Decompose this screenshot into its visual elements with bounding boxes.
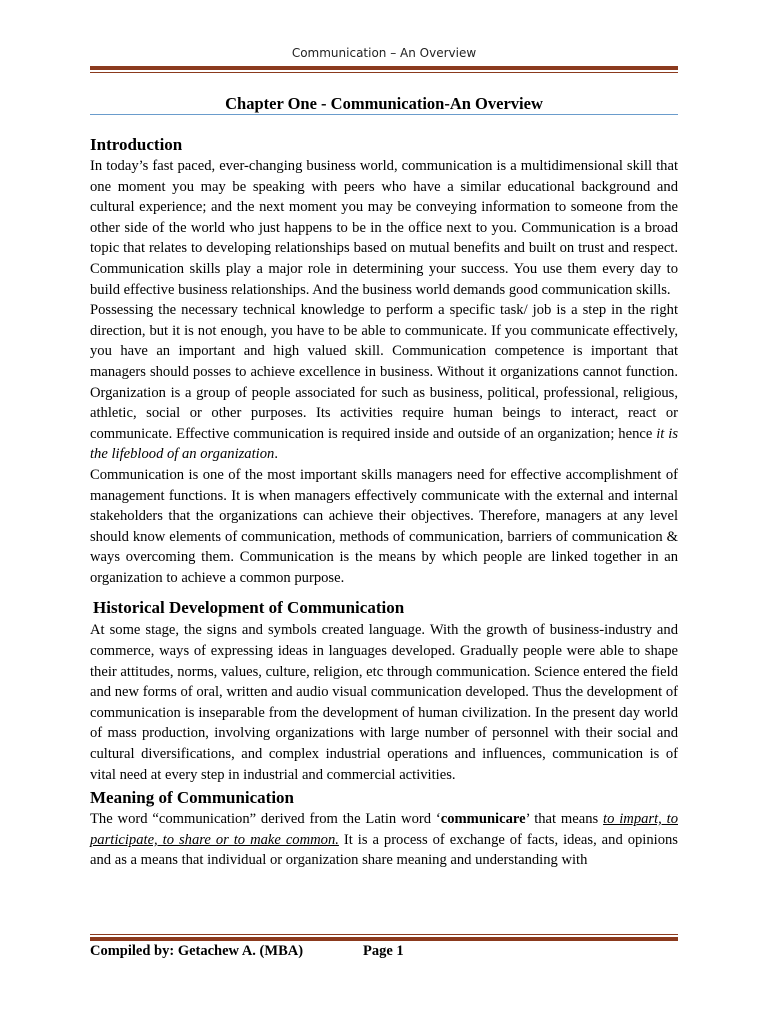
- meaning-paragraph-1: [90, 809, 678, 871]
- paragraph-text: Possessing the necessary technical knowledge to perform a specific task/ job is a step in the right direction, but it is not enough, you have to be able to communicate. If you communicate effectively, you have an important and high valued skill. Communication competence is important that managers should posses to achieve excellence in business. Without it organizations cannot function. Organization is a group of people associated for such as business, political, professional, religious, athletic, social or other purposes. Its activities require human beings to interact, react or communicate. Effective communication is required inside and outside of an organization; hence: [90, 302, 678, 442]
- footer-rule-thin: [90, 934, 678, 935]
- bold-term: communicare: [440, 811, 526, 828]
- introduction-heading: Introduction: [90, 135, 183, 154]
- introduction-paragraph-3: Communication is one of the most important skills managers need for effective accomplishment of management functions. It is when managers effectively communicate with the external and internal stakeholders that the organizations can achieve their objectives. Therefore, managers at any level should know elements of communication, methods of communication, barriers of communication & ways overcoming them. Communication is the means by which people are linked together in an organization to achieve a common purpose.: [90, 466, 678, 586]
- underlined-phrase: to impart, to participate, to share or to make common.: [90, 811, 678, 848]
- chapter-title-underline: [90, 114, 678, 115]
- header-rule-thin: [90, 72, 678, 73]
- historical-paragraph-1: At some stage, the signs and symbols created language. With the growth of business-industry and commerce, ways of expressing ideas in languages developed. Gradually people were able to shape their attitudes, norms, values, culture, religion, etc through communication. Science entered the field and new forms of oral, written and audio visual communication developed. Thus the development of communication is inseparable from the development of human civilization. In the present day world of mass production, involving organizations with large number of personnel with their social and cultural diversifications, and complex industrial operations and influences, communication is of vital need at every step in industrial and commercial activities.: [90, 622, 678, 783]
- paragraph-text: ’ that means: [525, 811, 604, 828]
- historical-heading: Historical Development of Communication: [93, 598, 405, 618]
- introduction-paragraph-1: In today’s fast paced, ever-changing business world, communication is a multidimensional skill that one moment you may be speaking with peers who have a similar educational background and cultural experience; and the next moment you may be conveying information to someone from the other side of the world who just happens to be in the office next to you. Communication is a broad topic that relates to developing relationships based on mutual benefits and built on trust and respect. Communication skills play a major role in determining your success. You use them every day to build effective business relationships. And the business world demands good communication skills.: [90, 158, 678, 298]
- meaning-heading: Meaning of Communication: [90, 788, 294, 808]
- italic-phrase: it is the lifeblood of an organization: [90, 425, 678, 463]
- body-text: [90, 134, 678, 871]
- footer: [90, 943, 404, 960]
- paragraph-text: .: [274, 446, 278, 463]
- running-header: Communication – An Overview: [291, 46, 477, 60]
- introduction-paragraph-2: [90, 300, 678, 465]
- paragraph-text: The word “communication” derived from the Latin word ‘: [90, 811, 441, 828]
- chapter-title: Chapter One - Communication-An Overview: [225, 94, 543, 113]
- header-rule-thick: [90, 66, 678, 70]
- footer-page-number: Page 1: [363, 943, 404, 959]
- paragraph-text: It is a process of exchange of facts, ideas, and opinions and as a means that individual or organization share meaning and understanding with: [90, 831, 678, 869]
- footer-rule-thick: [90, 937, 678, 941]
- footer-compiled-by: Compiled by: Getachew A. (MBA): [90, 943, 304, 959]
